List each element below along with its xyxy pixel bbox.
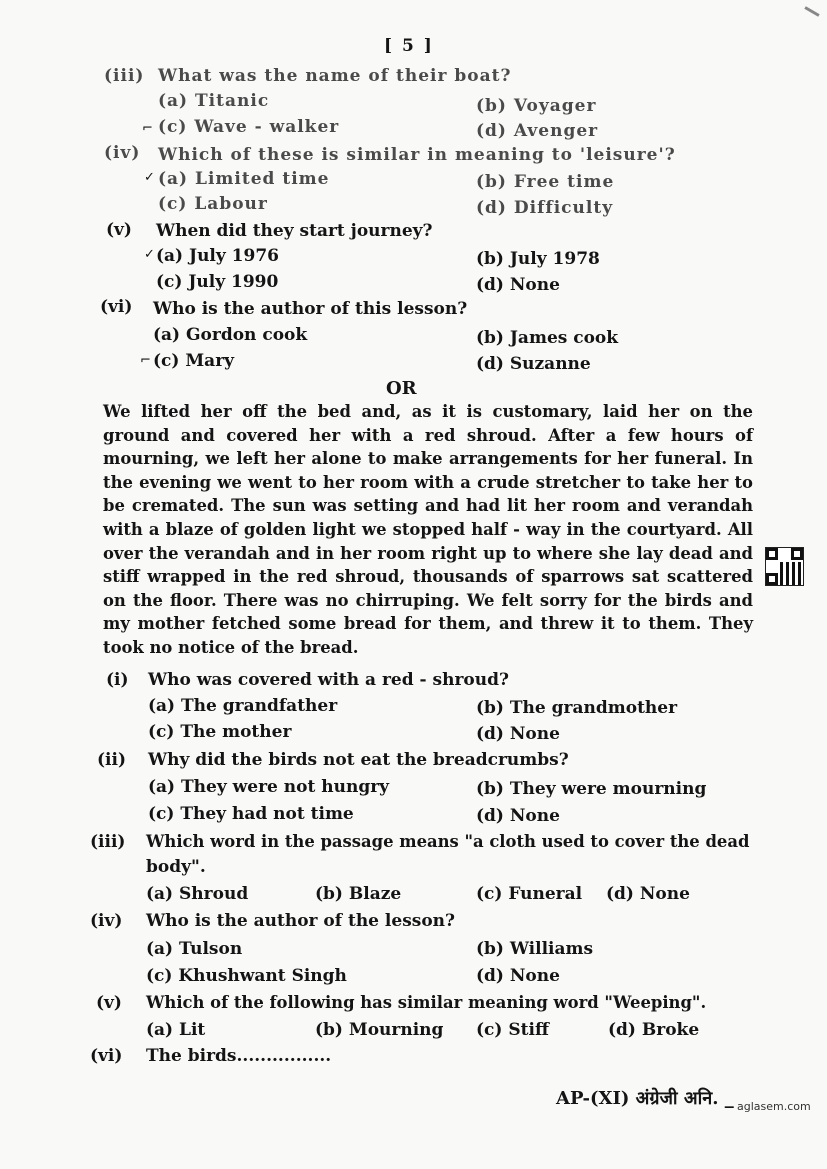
- option-d: (d) None: [476, 806, 560, 826]
- question-number: (v): [96, 993, 122, 1013]
- tick-mark-icon: ⌐: [140, 353, 151, 368]
- option-b: (b) James cook: [476, 328, 619, 348]
- question-text: Who is the author of the lesson?: [146, 911, 455, 931]
- option-c: (c) Mary: [153, 351, 235, 371]
- passage: We lifted her off the bed and, as it is customary, laid her on the ground and covered her with a red shroud. After a few hours of mourning, we left her alone to make arrangements for her funeral. In the evening we went to her room with a crude stretcher to take her to be cremated. The sun was setting and had lit her room and verandah with a blaze of golden light we stopped half - way in the courtyard. All over the verandah and in her room right up to where she lay dead and stiff wrapped in the red shroud, thousands of sparrows sat scattered on the floor. There was no chirruping. We felt sorry for the birds and my mother fetched some bread for them, and threw it to them. They took no notice of the bread.: [103, 402, 753, 657]
- option-b: (b) The grandmother: [476, 698, 678, 718]
- question-number: (v): [106, 220, 132, 240]
- option-b: (b) They were mourning: [476, 779, 707, 799]
- option-c: (c) Wave - walker: [158, 117, 340, 137]
- option-a: (a) Tulson: [146, 939, 243, 959]
- option-a: (a) Titanic: [158, 91, 270, 111]
- option-b: (b) Voyager: [476, 96, 597, 116]
- question-text: Why did the birds not eat the breadcrumbs?: [148, 750, 569, 770]
- option-d: (d) Avenger: [476, 121, 599, 141]
- option-a: (a) The grandfather: [148, 696, 338, 716]
- question-text: When did they start journey?: [156, 221, 433, 241]
- option-d: (d) None: [476, 966, 560, 986]
- page-number: [ 5 ]: [384, 36, 434, 56]
- option-d: (d) Difficulty: [476, 198, 614, 218]
- option-a: (a) Lit: [146, 1020, 206, 1040]
- question-number: (i): [106, 670, 129, 690]
- question-text-continued: body".: [146, 857, 206, 877]
- or-separator: OR: [386, 378, 417, 399]
- option-a: (a) July 1976: [156, 246, 279, 266]
- option-a: (a) Shroud: [146, 884, 249, 904]
- option-a: (a) Limited time: [158, 169, 330, 189]
- tick-mark-icon: ⌐: [142, 121, 153, 136]
- option-b: (b) July 1978: [476, 249, 600, 269]
- paper-code: AP-(XI) अंग्रेजी अनि. _: [556, 1088, 734, 1109]
- question-text: Which of the following has similar meaning word "Weeping".: [146, 993, 707, 1012]
- option-b: (b) Blaze: [315, 884, 402, 904]
- option-b: (b) Mourning: [315, 1020, 444, 1040]
- question-text: Which word in the passage means "a cloth used to cover the dead: [146, 832, 750, 851]
- corner-mark: [804, 6, 819, 17]
- option-c: (c) Stiff: [476, 1020, 549, 1040]
- question-number: (iv): [90, 911, 123, 931]
- tick-mark-icon: ✓: [144, 247, 155, 262]
- option-b: (b) Free time: [476, 172, 615, 192]
- option-d: (d) Broke: [608, 1020, 700, 1040]
- option-c: (c) They had not time: [148, 804, 354, 824]
- tick-mark-icon: ✓: [144, 170, 155, 185]
- option-c: (c) The mother: [148, 722, 292, 742]
- question-number: (vi): [90, 1046, 123, 1066]
- option-c: (c) Funeral: [476, 884, 583, 904]
- question-number: (ii): [97, 750, 127, 770]
- option-c: (c) Khushwant Singh: [146, 966, 347, 986]
- option-a: (a) Gordon cook: [153, 325, 308, 345]
- option-b: (b) Williams: [476, 939, 594, 959]
- option-c: (c) Labour: [158, 194, 268, 214]
- question-number: (vi): [100, 297, 133, 317]
- question-text: The birds................: [146, 1046, 332, 1066]
- question-number: (iv): [104, 143, 141, 163]
- option-a: (a) They were not hungry: [148, 777, 390, 797]
- question-text: Which of these is similar in meaning to 'leisure'?: [158, 145, 676, 165]
- option-d: (d) Suzanne: [476, 354, 591, 374]
- qr-code-icon: [765, 547, 804, 586]
- option-c: (c) July 1990: [156, 272, 279, 292]
- question-text: Who is the author of this lesson?: [153, 299, 468, 319]
- site-watermark: aglasem.com: [737, 1100, 811, 1113]
- question-number: (iii): [104, 66, 145, 86]
- option-d: (d) None: [606, 884, 690, 904]
- option-d: (d) None: [476, 724, 560, 744]
- option-d: (d) None: [476, 275, 560, 295]
- question-number: (iii): [90, 832, 126, 852]
- question-text: Who was covered with a red - shroud?: [148, 670, 509, 690]
- question-text: What was the name of their boat?: [158, 66, 512, 86]
